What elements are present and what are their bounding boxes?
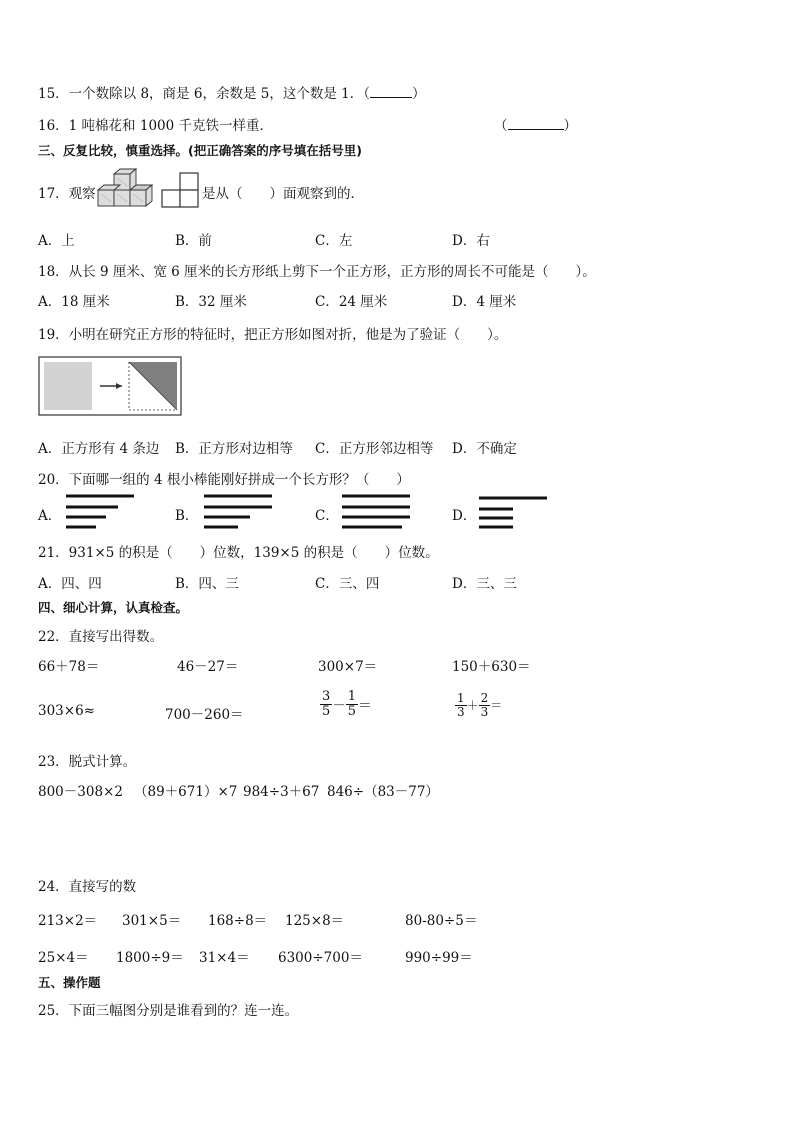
question-20: 20．下面哪一组的 4 根小棒能刚好拼成一个长方形？（ ）: [38, 472, 410, 488]
calc-item: 6300÷700＝: [278, 950, 363, 966]
question-16: [38, 114, 273, 134]
answer-blank[interactable]: [508, 117, 564, 130]
calc-item: 168÷8＝: [208, 913, 268, 929]
cube-stack-figure: [96, 168, 152, 210]
option-d[interactable]: D．右: [452, 233, 490, 249]
option-b[interactable]: B．正方形对边相等: [175, 441, 293, 457]
option-a[interactable]: A．四、四: [38, 576, 102, 592]
calc-item: 80-80÷5＝: [405, 913, 478, 929]
option-c[interactable]: C．正方形邻边相等: [315, 441, 434, 457]
option-a[interactable]: A．正方形有 4 条边: [38, 441, 160, 457]
question-21: 21．931×5 的积是（ ）位数，139×5 的积是（ ）位数。: [38, 545, 439, 561]
close-paren: ）: [563, 118, 577, 134]
view-figure: [160, 171, 200, 209]
calc-item: 213×2＝: [38, 913, 98, 929]
fraction-expression-2: $\frac{1}{3}$ ＋ $\frac{2}{3}$ ＝: [457, 691, 503, 719]
open-paren: （: [494, 118, 508, 134]
calc-item: 1800÷9＝: [116, 950, 184, 966]
question-15-text: 15．一个数除以 8，商是 6，余数是 5，这个数是 1．（: [38, 86, 370, 102]
section-5-heading: 五、操作题: [38, 975, 101, 990]
option-d[interactable]: D．4 厘米: [452, 294, 517, 310]
question-18: 18．从长 9 厘米、宽 6 厘米的长方形纸上剪下一个正方形，正方形的周长不可能是（ ）。: [38, 264, 596, 280]
option-a[interactable]: A．18 厘米: [38, 294, 110, 310]
question-15: [38, 82, 425, 102]
fraction: $\frac{1}{3}$: [457, 691, 465, 719]
question-25: 25．下面三幅图分别是谁看到的？连一连。: [38, 1003, 299, 1019]
question-24-title: 24．直接写的数: [38, 879, 137, 895]
calc-item: 846÷（83－77）: [327, 784, 439, 800]
question-17-prefix: 17．观察: [38, 186, 96, 202]
option-b[interactable]: B．前: [175, 233, 212, 249]
section-3-heading: 三、反复比较，慎重选择。(把正确答案的序号填在括号里): [38, 143, 362, 158]
calc-item: 31×4＝: [199, 950, 250, 966]
question-16-answer: [494, 114, 577, 134]
calc-item: 990÷99＝: [405, 950, 473, 966]
option-a[interactable]: A．上: [38, 233, 75, 249]
sticks-option-b: [204, 494, 274, 530]
option-c[interactable]: C．左: [315, 233, 353, 249]
option-d[interactable]: D．三、三: [452, 576, 517, 592]
question-19: 19．小明在研究正方形的特征时，把正方形如图对折，他是为了验证（ ）。: [38, 327, 508, 343]
calc-item: 700－260＝: [165, 707, 244, 723]
option-d[interactable]: D．: [452, 508, 477, 524]
fraction: $\frac{2}{3}$: [480, 691, 489, 719]
calc-item: 66＋78＝: [38, 659, 100, 675]
option-a[interactable]: A．: [38, 508, 62, 524]
section-4-heading: 四、细心计算，认真检查。: [38, 600, 189, 615]
calc-item: 800－308×2: [38, 784, 123, 800]
question-16-text: 16．1 吨棉花和 1000 千克铁一样重．: [38, 118, 273, 134]
option-c[interactable]: C．: [315, 508, 339, 524]
calc-item: 300×7＝: [318, 659, 378, 675]
option-b[interactable]: B．32 厘米: [175, 294, 247, 310]
calc-item: 25×4＝: [38, 950, 89, 966]
fraction: $\frac{3}{5}$: [322, 689, 331, 719]
calc-item: 150＋630＝: [452, 659, 531, 675]
fraction-expression-1: $\frac{3}{5}$ － $\frac{1}{5}$ ＝: [322, 689, 372, 719]
calc-item: 303×6≈: [38, 703, 95, 719]
calc-item: 125×8＝: [285, 913, 345, 929]
calc-item: 984÷3＋67: [243, 784, 320, 800]
option-c[interactable]: C．三、四: [315, 576, 380, 592]
sticks-option-d: [479, 494, 549, 530]
option-d[interactable]: D．不确定: [452, 441, 517, 457]
answer-blank[interactable]: [370, 85, 412, 98]
calc-item: （89＋671）×7: [134, 784, 238, 800]
option-b[interactable]: B．: [175, 508, 199, 524]
option-b[interactable]: B．四、三: [175, 576, 239, 592]
question-17-suffix: 是从（ ）面观察到的．: [202, 186, 364, 202]
square-fold-figure: [38, 356, 182, 416]
calc-item: 46－27＝: [177, 659, 239, 675]
option-c[interactable]: C．24 厘米: [315, 294, 388, 310]
question-22-title: 22．直接写出得数。: [38, 629, 164, 645]
close-paren: ）: [411, 86, 426, 102]
calc-item: 301×5＝: [122, 913, 182, 929]
sticks-option-c: [342, 494, 412, 530]
question-23-title: 23．脱式计算。: [38, 754, 137, 770]
fraction: $\frac{1}{5}$: [347, 689, 357, 719]
sticks-option-a: [66, 494, 136, 530]
